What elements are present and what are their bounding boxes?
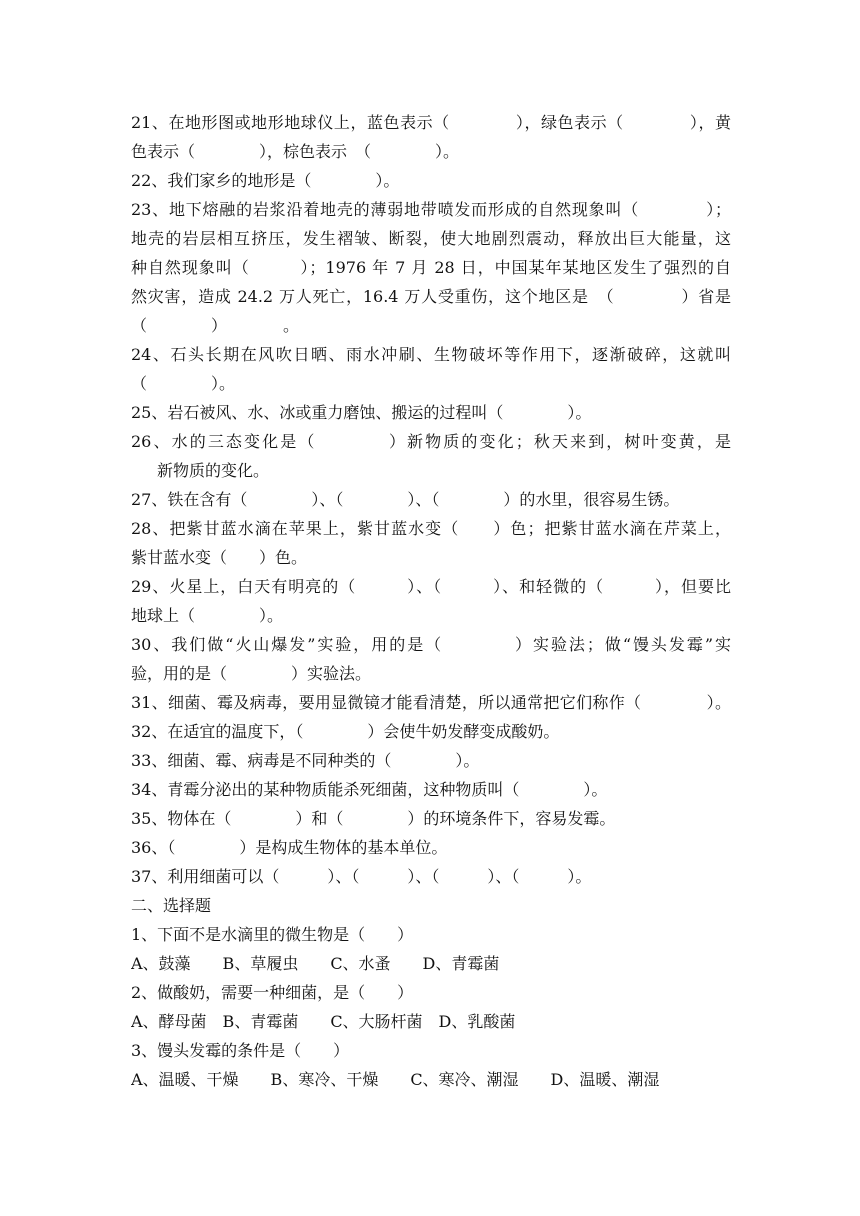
question-line: 30、我们做“火山爆发”实验，用的是（ ）实验法；做“馒头发霉”实 <box>131 635 731 654</box>
question-line: 地壳的岩层相互挤压，发生褶皱、断裂，使大地剧烈震动，释放出巨大能量，这 <box>131 229 731 248</box>
question-line: 新物质的变化。 <box>157 461 270 480</box>
question-line: 32、在适宜的温度下，（ ）会使牛奶发酵变成酸奶。 <box>131 722 560 741</box>
question-line: 28、把紫甘蓝水滴在苹果上，紫甘蓝水变（ ）色；把紫甘蓝水滴在芹菜上， <box>131 519 731 538</box>
question-line: 22、我们家乡的地形是（ ）。 <box>131 171 400 190</box>
question-line: 25、岩石被风、水、冰或重力磨蚀、搬运的过程叫（ ）。 <box>131 403 592 422</box>
question-line: （ ）。 <box>131 374 236 393</box>
question-line: 29、火星上，白天有明亮的（ ）、（ ）、和轻微的（ ），但要比 <box>131 577 731 596</box>
answer-options: A、酵母菌 B、青霉菌 C、大肠杆菌 D、乳酸菌 <box>131 1012 516 1031</box>
question-line: 37、利用细菌可以（ ）、（ ）、（ ）、（ ）。 <box>131 867 592 886</box>
question-line: 34、青霉分泌出的某种物质能杀死细菌，这种物质叫（ ）。 <box>131 780 608 799</box>
question-line: 21、在地形图或地形地球仪上，蓝色表示（ ），绿色表示（ ），黄 <box>131 113 731 132</box>
question-line: 紫甘蓝水变（ ）色。 <box>131 548 308 567</box>
question-line: 31、细菌、霉及病毒，要用显微镜才能看清楚，所以通常把它们称作（ ）。 <box>131 693 731 712</box>
worksheet-content <box>131 108 731 1094</box>
question-line: 26、水的三态变化是（ ）新物质的变化；秋天来到，树叶变黄，是 <box>131 432 731 451</box>
question-line: 色表示（ ），棕色表示 （ ）。 <box>131 142 460 161</box>
answer-options: A、鼓藻 B、草履虫 C、水蚤 D、青霉菌 <box>131 954 500 973</box>
question-line: 36、（ ）是构成生物体的基本单位。 <box>131 838 448 857</box>
question-line: 35、物体在（ ）和（ ）的环境条件下，容易发霉。 <box>131 809 616 828</box>
question-line: 1、下面不是水滴里的微生物是（ ） <box>131 925 414 944</box>
question-line: 3、馒头发霉的条件是（ ） <box>131 1041 350 1060</box>
question-line: 地球上（ ）。 <box>131 606 284 625</box>
question-line: 24、石头长期在风吹日晒、雨水冲刷、生物破坏等作用下，逐渐破碎，这就叫 <box>131 345 731 364</box>
question-line: 23、地下熔融的岩浆沿着地壳的薄弱地带喷发而形成的自然现象叫（ ）； <box>131 200 731 219</box>
question-line: 种自然现象叫（ ）；1976 年 7 月 28 日，中国某年某地区发生了强烈的自 <box>131 258 731 277</box>
question-line: 验，用的是（ ）实验法。 <box>131 664 372 683</box>
section-heading: 二、选择题 <box>131 896 212 915</box>
question-line: （ ） 。 <box>131 316 300 335</box>
question-line: 2、做酸奶，需要一种细菌，是（ ） <box>131 983 414 1002</box>
answer-options: A、温暖、干燥 B、寒冷、干燥 C、寒冷、潮湿 D、温暖、潮湿 <box>131 1070 660 1089</box>
question-line: 27、铁在含有（ ）、（ ）、（ ）的水里，很容易生锈。 <box>131 490 680 509</box>
question-line: 33、细菌、霉、病毒是不同种类的（ ）。 <box>131 751 480 770</box>
question-line: 然灾害，造成 24.2 万人死亡，16.4 万人受重伤，这个地区是 （ ）省是 <box>131 287 731 306</box>
